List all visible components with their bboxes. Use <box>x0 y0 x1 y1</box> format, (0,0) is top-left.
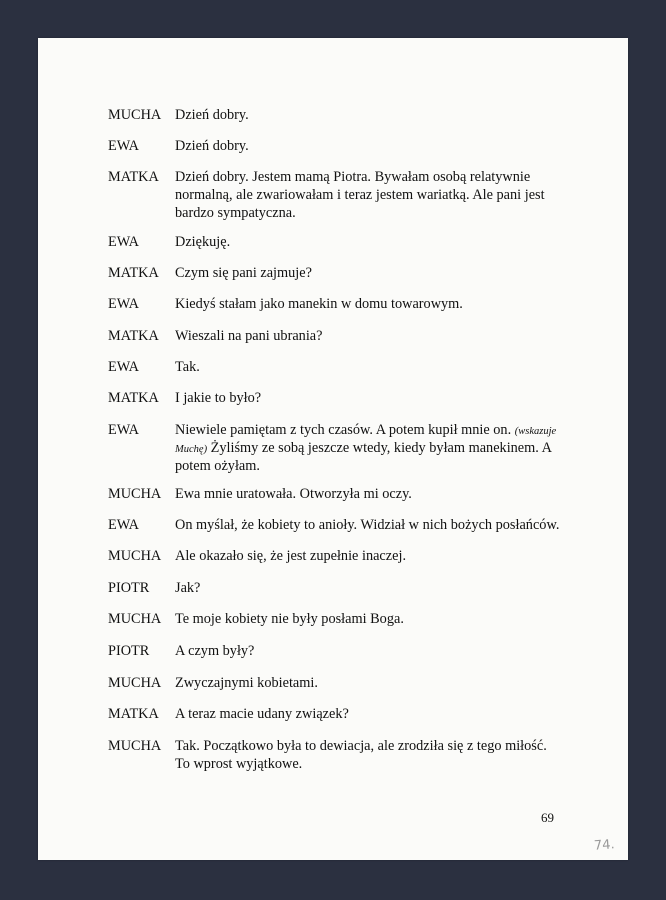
speaker-name: EWA <box>108 359 139 375</box>
dialogue-line: A teraz macie udany związek? <box>175 706 349 722</box>
speaker-name: MATKA <box>108 328 159 344</box>
dialogue-line: normalną, ale zwariowałam i teraz jestem wariatką. Ale pani jest <box>175 187 545 203</box>
dialogue-line: bardzo sympatyczna. <box>175 205 296 221</box>
pencil-annotation: 74. <box>593 837 616 854</box>
speaker-name: MUCHA <box>108 611 162 627</box>
dialogue-line: Tak. Początkowo była to dewiacja, ale zrodziła się z tego miłość. <box>175 738 547 754</box>
speaker-name: MUCHA <box>108 486 162 502</box>
speaker-name: MATKA <box>108 265 159 281</box>
speaker-name: EWA <box>108 234 139 250</box>
speaker-name: MATKA <box>108 169 159 185</box>
speaker-name: MUCHA <box>108 107 162 123</box>
dialogue-line: A czym były? <box>175 643 255 659</box>
speaker-name: MUCHA <box>108 548 162 564</box>
dialogue-text: Żyliśmy ze sobą jeszcze wtedy, kiedy byłam manekinem. A <box>210 440 552 456</box>
dialogue-line: Ewa mnie uratowała. Otworzyła mi oczy. <box>175 486 412 502</box>
dialogue-line: I jakie to było? <box>175 390 262 406</box>
dialogue-line: potem ożyłam. <box>175 458 260 474</box>
page-number: 69 <box>541 810 554 825</box>
dialogue-line: Dzień dobry. <box>175 107 249 123</box>
speaker-name: EWA <box>108 422 139 438</box>
dialogue-line: Tak. <box>175 359 200 375</box>
dialogue-line: Dziękuję. <box>175 234 231 250</box>
dialogue-line: Kiedyś stałam jako manekin w domu towarowym. <box>175 296 463 312</box>
speaker-name: MATKA <box>108 706 159 722</box>
stage-direction: Muchę) <box>175 444 208 455</box>
stage-direction: (wskazuje <box>514 426 557 437</box>
speaker-name: MATKA <box>108 390 159 406</box>
dialogue-line: Wieszali na pani ubrania? <box>175 328 323 344</box>
dialogue-line: Ale okazało się, że jest zupełnie inaczej. <box>175 548 407 564</box>
speaker-name: EWA <box>108 296 139 312</box>
speaker-name: MUCHA <box>108 738 162 754</box>
dialogue-line: To wprost wyjątkowe. <box>175 756 303 772</box>
dialogue-line <box>175 421 556 441</box>
speaker-name: PIOTR <box>108 643 150 659</box>
dialogue-line: On myślał, że kobiety to anioły. Widział w nich bożych posłańców. <box>175 517 560 533</box>
dialogue-text: Niewiele pamiętam z tych czasów. A potem kupił mnie on. <box>175 422 512 438</box>
dialogue-line <box>175 439 552 459</box>
dialogue-line: Dzień dobry. Jestem mamą Piotra. Bywałam osobą relatywnie <box>175 169 531 185</box>
dialogue-line: Czym się pani zajmuje? <box>175 265 312 281</box>
dialogue-line: Te moje kobiety nie były posłami Boga. <box>175 611 404 627</box>
dialogue-line: Dzień dobry. <box>175 138 249 154</box>
speaker-name: PIOTR <box>108 580 150 596</box>
speaker-name: MUCHA <box>108 675 162 691</box>
manuscript-page <box>38 38 628 860</box>
dialogue-line: Zwyczajnymi kobietami. <box>175 675 318 691</box>
dialogue-line: Jak? <box>175 580 201 596</box>
speaker-name: EWA <box>108 138 139 154</box>
speaker-name: EWA <box>108 517 139 533</box>
